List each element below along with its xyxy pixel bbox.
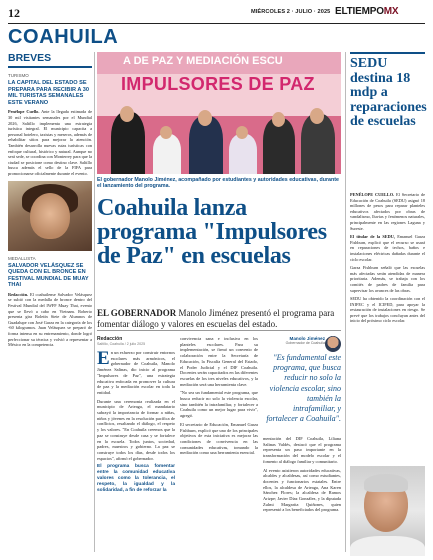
breves-rule <box>8 66 92 68</box>
article-column-1 <box>97 336 175 496</box>
photo-head-5 <box>272 112 285 127</box>
brief-2-body <box>8 292 92 348</box>
paragraph: mentación del DIF Coahuila, Liliana Salinas Valdés, destacó que el programa representa un paso importante en la transformación del modelo escolar y el fomento al diálogo familiar y comunitario. <box>263 436 341 464</box>
quote-name: Manolo Jiménez <box>289 336 325 341</box>
photo-head-3 <box>198 110 212 126</box>
paragraph: Durante una ceremonia realizada en el municipio de Arteaga, el mandatario subrayó la importancia de formar a niñas, niños y jóvenes en la resolución pacífica de conflictos, resaltando el diálogo, el respeto y los valores. "En Coahuila creemos que la paz se construye desde casa y se fortalece en la escuela. Todos juntos, sociedad, padres, maestros y gobierno. La paz se construye todos los días, desde todos los espacios", afirmó el gobernador. <box>97 398 175 461</box>
photo-shirt <box>350 536 425 556</box>
issue-date: MIÉRCOLES 2 · JULIO · 2025 <box>251 9 331 15</box>
dateline: Saltillo, Coahuila / 2 julio 2025 <box>97 342 146 346</box>
paragraph: Al evento asistieron autoridades educativas, alcaldes y alcaldesas, así como estudiantes, docentes y funcionarios estatales. Entre ellos, la alcaldesa de Arteaga, Ana Karen Sánchez Flores; la alcaldesa de Ramos Arizpe; Javier Díaz González, y la diputada Zulmi Margarita Quiñones, quien representó a los beneficiados del programa. <box>263 467 341 513</box>
page-number: 12 <box>8 6 20 20</box>
column-divider-right <box>345 52 346 552</box>
photo-head-6 <box>310 108 324 124</box>
pull-quote <box>263 336 341 424</box>
brief-2-text: El coahuilense Salvador Velásquez se subió con la medalla de bronce dentro del Festival Mundial del IWFF Muay Thai, evento que se llevó a cabo en Vietnam. Roberto presenta gira Boletín Siete de Alumnos de Guadalupe con José Garza en la categoría de los -60 kilogramos. Juan Velásquez se preparó de forma intensa en su entrenamiento, donde logró perfeccionar su técnica y volvió a representar a México en la competencia. <box>8 291 92 348</box>
brief-1-text: Ante la llegada estimada de 30 mil visitantes semanales por el Mundial 2026, Saltillo implementa una estrategia turística integral. El municipio capacita a personal hotelero, taxistas y meseros, además de rehabilitar sitios para mejorar la atención. También desarrolla nuevas rutas turísticas con enfoque cultural, histórico y natural. Aunque no será sede, se coordina con Monterrey para que la ciudad se posicione como destino clave. Saltillo busca además el sello de la FIFA para promocionarse oficialmente durante el evento. <box>8 109 92 176</box>
paragraph-text: n un esfuerzo por construir entornos escolares más armónicos, el gobernador de Coahuila, Manolo Jiménez Salinas, dio inicio al programa "Impulsores de Paz", una estrategia educativa enfocada en promover la cultura de paz y la mediación escolar en toda la entidad. <box>97 350 175 395</box>
right-column-rule <box>350 52 425 54</box>
breves-column <box>8 52 92 348</box>
brief-1-lead: Penélope Cuello. <box>8 109 40 115</box>
page-header <box>0 0 433 48</box>
paragraph <box>350 192 425 231</box>
brief-2-photo <box>8 181 92 251</box>
brief-2-kicker: MEDALLISTA <box>8 255 36 261</box>
paragraph-text: El Secretario de Educación de Coahuila (SEDU) asignó 18 millones de pesos para reparar planteles educativos afectados por obras de vandalismo, lluvias y fenómenos naturales, principalmente en las regiones Laguna y Sureste. <box>350 192 425 231</box>
brief-1-body <box>8 109 92 176</box>
brief-2-lead: Redacción. <box>8 291 29 297</box>
subhead-bold: EL GOBERNADOR <box>97 308 177 318</box>
main-headline[interactable]: Coahuila lanza programa "Impulsores de Paz" en escuelas <box>97 195 327 269</box>
section-title: COAHUILA <box>8 26 119 48</box>
site-logo-suffix: MX <box>383 6 399 17</box>
breves-label: BREVES <box>8 52 52 64</box>
right-headline[interactable]: SEDU destina 18 mdp a reparaciones de escuelas <box>350 56 427 130</box>
paragraph: SEDU ha obtenido la coordinación con el INIFEC y el ICIFED, para apoyar la restauración de instalaciones en riesgo. Se prevé que los trabajos concluyan antes del inicio del próximo ciclo escolar. <box>350 296 425 324</box>
right-p1-lead: PENÉLOPE CUELLO. <box>350 192 395 197</box>
paragraph-text: Emanuel Garza Fishburn, explicó que el recurso se usará en reparaciones de techos, baños e instalaciones eléctricas dañadas durante el ciclo escolar. <box>350 234 425 262</box>
paragraph <box>97 350 175 396</box>
paragraph: Garza Fishburn señaló que las escuelas más afectadas serán atendidas de manera prioritaria. Además, se trabaja con los comités de padres de familia para supervisar los avances de las obras. <box>350 265 425 293</box>
hero-photo <box>97 52 341 174</box>
photo-face <box>30 193 70 239</box>
photo-head-4 <box>236 126 248 139</box>
paragraph: "No sea un fundamental este programa, que busca reducir no solo la violencia escolar, sino también la intrafamiliar, y fortalecer a Coahuila como un mejor lugar para vivir", agregó. <box>180 390 258 419</box>
right-photo <box>350 466 425 556</box>
subhead-text: Manolo Jiménez presentó el programa para fomentar diálogo y valores en escuelas del estado. <box>97 308 335 329</box>
photo-caption: El gobernador Manolo Jiménez, acompañado por estudiantes y autoridades educativas, durante el lanzamiento del programa. <box>97 177 339 190</box>
article-subheading: El programa busca fomentar entre la comunidad educativa valores como la tolerancia, el respeto, la igualdad y la solidaridad, a fin de reforzar la <box>97 464 175 494</box>
quote-role: Gobernador de Coahuila <box>285 341 325 345</box>
photo-person-2 <box>153 134 181 174</box>
banner-text-top: A DE PAZ Y MEDIACIÓN ESCU <box>123 55 283 67</box>
header-rule <box>8 23 425 24</box>
site-logo[interactable] <box>335 6 398 17</box>
article-column-3 <box>263 436 341 516</box>
paragraph: convivencia sana e inclusiva en los planteles escolares. Para su implementación, se firmó un convenio de colaboración entre la Secretaría de Educación, la Fiscalía General del Estado, el Poder Judicial y el DIF Coahuila. Docentes serán capacitados en las diferentes escuelas de los tres niveles educativos, y la mediación será una herramienta clave. <box>180 336 258 387</box>
subhead-rule <box>97 330 341 331</box>
quote-text: "Es fundamental este programa, que busca reducir no solo la violencia escolar, sino también la intrafamiliar, y fortalecer a Coahuila". <box>266 353 341 424</box>
brief-1-kicker: TURISMO <box>8 73 29 78</box>
drop-cap: E <box>97 348 110 369</box>
photo-hair <box>364 474 408 492</box>
site-logo-main: ELTIEMPO <box>335 6 384 17</box>
column-divider-left <box>94 52 95 552</box>
photo-person-4 <box>229 134 257 174</box>
article-column-2 <box>180 336 258 459</box>
photo-head-1 <box>120 106 134 122</box>
brief-2-title[interactable]: SALVADOR VELÁSQUEZ SE QUEDA CON EL BRONCE EN FESTIVAL MUNDIAL DE MUAY THAI <box>8 262 89 289</box>
byline: Redacción <box>97 336 123 342</box>
main-subhead <box>97 308 341 329</box>
paragraph <box>350 234 425 262</box>
brief-1-title[interactable]: LA CAPITAL DEL ESTADO SE PREPARA PARA RECIBIR A 30 MIL TURISTAS SEMANALES ESTE VERANO <box>8 80 90 106</box>
right-p2-lead: El titular de la SEDU, <box>350 234 395 240</box>
paragraph: El secretario de Educación, Emanuel Garza Fishburn, explicó que uno de los principales objetivos de esta iniciativa es mejorar las condiciones de convivencia en las comunidades educativas, tomando la mediación como una herramienta esencial. <box>180 421 258 456</box>
photo-head-2 <box>160 126 172 139</box>
quote-avatar <box>325 336 341 352</box>
right-article-body <box>350 192 425 327</box>
banner-text-main: IMPULSORES DE PAZ <box>121 74 315 94</box>
